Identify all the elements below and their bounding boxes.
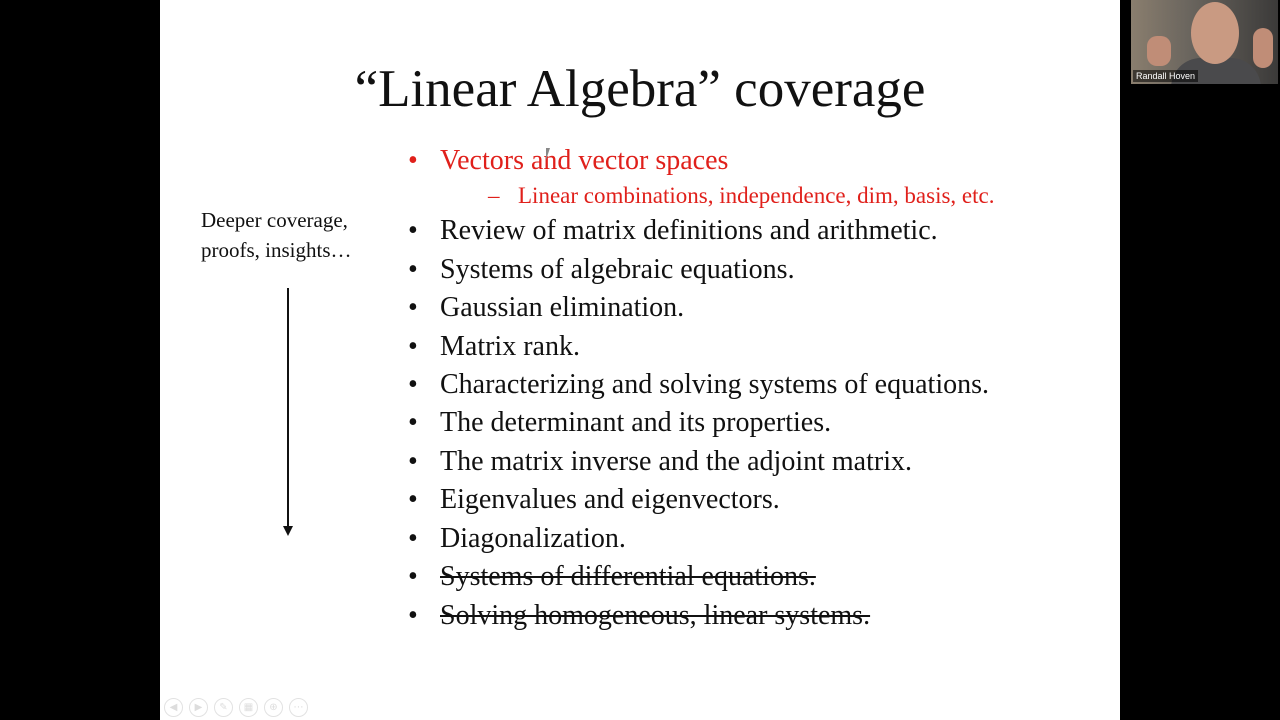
participant-video-thumbnail[interactable] [1131,0,1278,84]
bullet-dot-icon: • [408,523,418,554]
bullet-text: Systems of algebraic equations. [440,254,795,285]
bullet-text: Diagonalization. [440,523,626,554]
bullet-dot-icon: • [408,484,418,515]
bullet-item [408,406,831,440]
bullet-item-struck [408,560,816,594]
bullet-dot-icon: • [408,446,418,477]
bullet-dot-icon: • [408,254,418,285]
bullet-text: Review of matrix definitions and arithmetic. [440,215,938,246]
bullet-text: Systems of differential equations. [440,561,816,592]
sub-bullet-text: Linear combinations, independence, dim, basis, etc. [518,183,995,208]
pen-icon[interactable]: ✎ [214,698,233,717]
bullet-item-struck [408,599,870,633]
sub-bullet-dash-icon: – [488,183,500,208]
bullet-text: The matrix inverse and the adjoint matrix. [440,446,912,477]
previous-icon[interactable]: ◀ [164,698,183,717]
participant-head [1191,2,1239,64]
side-note-line-2: proofs, insights… [201,238,352,262]
down-arrow-head-icon [283,526,293,536]
participant-name-label: Randall Hoven [1133,70,1198,82]
bullet-dot-icon: • [408,145,418,176]
bullet-item [408,445,912,479]
presentation-slide [160,0,1120,720]
bullet-dot-icon: • [408,600,418,631]
bullet-text: Vectors and vector spaces [440,145,729,176]
down-arrow-shaft [287,288,289,528]
participant-hand-left [1147,36,1171,66]
bullet-item [408,291,684,325]
bullet-dot-icon: • [408,369,418,400]
bullet-text: Solving homogeneous, linear systems. [440,600,871,631]
bullet-item [408,253,795,287]
participant-hand-right [1253,28,1273,68]
side-note-line-1: Deeper coverage, [201,208,348,232]
bullet-dot-icon: • [408,215,418,246]
bullet-dot-icon: • [408,407,418,438]
zoom-icon[interactable]: ⊕ [264,698,283,717]
slide-title: “Linear Algebra” coverage [354,60,926,118]
bullet-text: The determinant and its properties. [440,407,832,438]
bullet-text: Matrix rank. [440,331,580,362]
bullet-item [408,483,780,517]
bullet-dot-icon: • [408,292,418,323]
slideshow-controls [164,698,308,717]
bullet-item [408,144,728,178]
side-note [201,205,352,265]
next-icon[interactable]: ▶ [189,698,208,717]
bullet-item [408,214,938,248]
mouse-cursor-icon [546,148,550,160]
sub-bullet-item [488,181,994,211]
bullet-item [408,330,580,364]
more-icon[interactable]: ⋯ [289,698,308,717]
bullet-text: Gaussian elimination. [440,292,685,323]
bullet-item [408,368,989,402]
bullet-text: Eigenvalues and eigenvectors. [440,484,780,515]
bullet-item [408,522,626,556]
bullet-dot-icon: • [408,561,418,592]
bullet-dot-icon: • [408,331,418,362]
bullet-text: Characterizing and solving systems of equations. [440,369,989,400]
slides-icon[interactable]: ▦ [239,698,258,717]
